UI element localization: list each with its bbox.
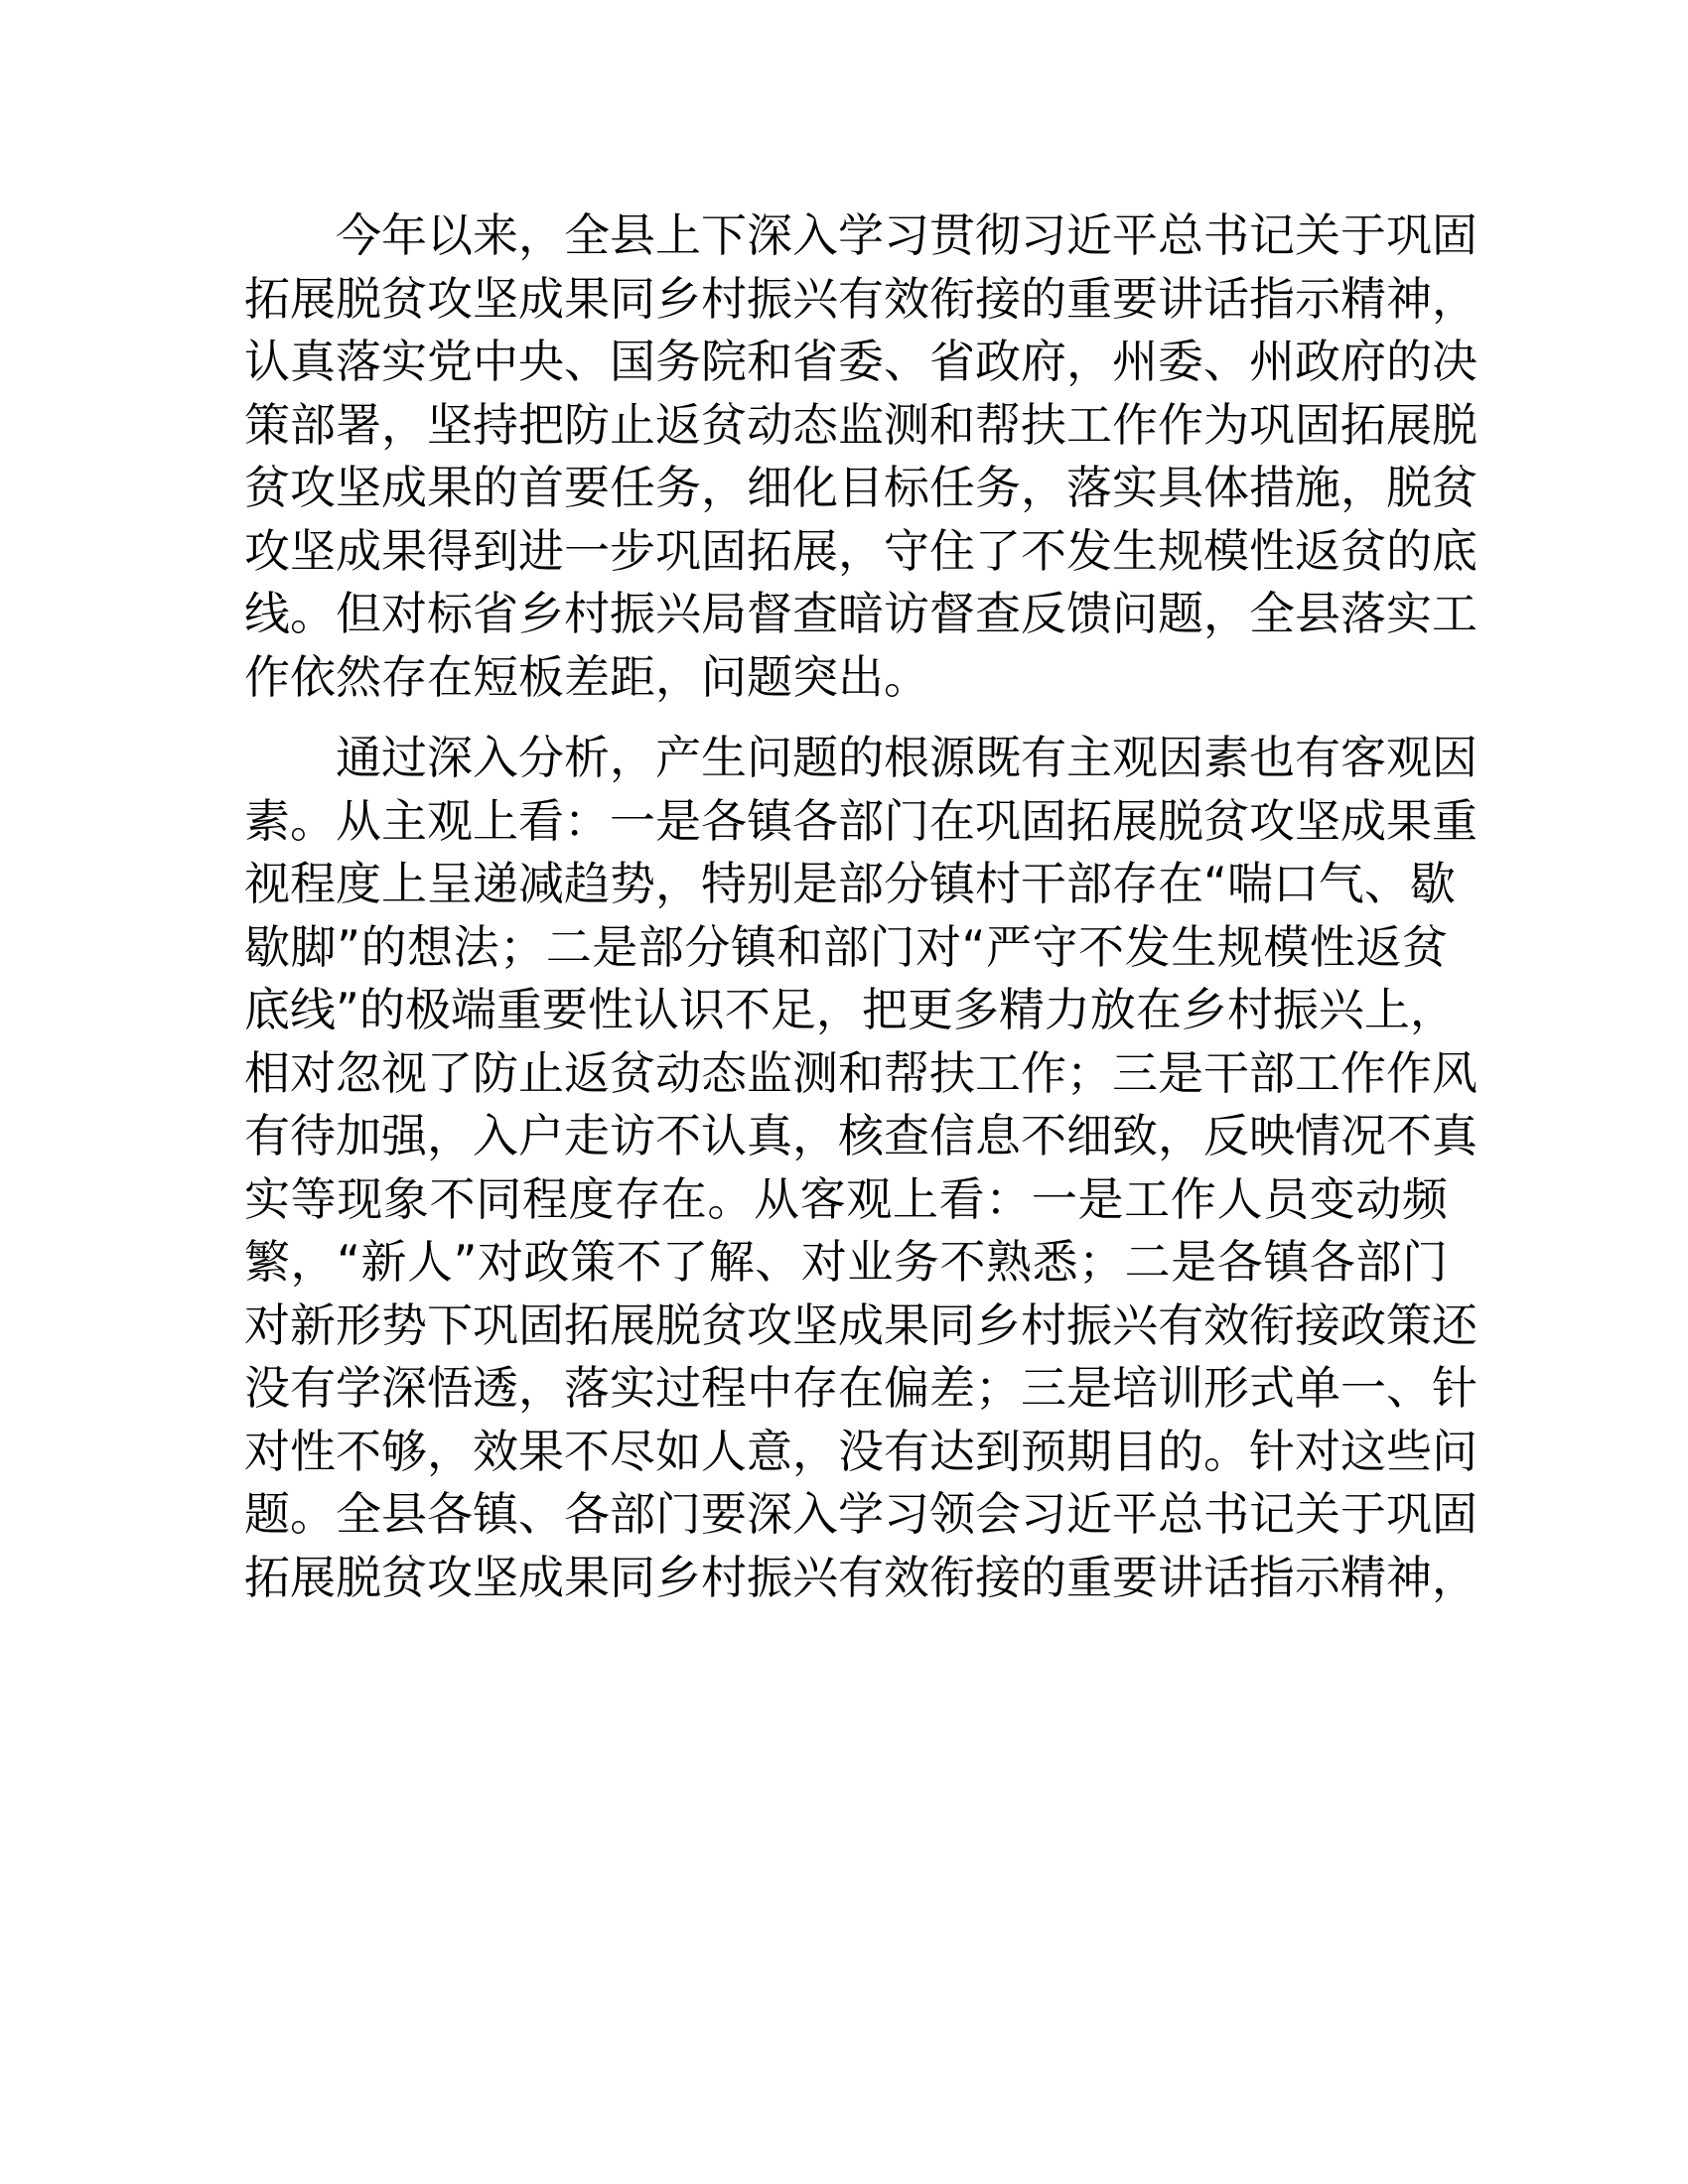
- text-line: 相对忽视了防止返贫动态监测和帮扶工作；三是干部工作作风: [244, 1045, 1477, 1100]
- paragraph-2: [244, 727, 1477, 1609]
- text-line: 策部署，坚持把防止返贫动态监测和帮扶工作作为巩固拓展脱: [244, 397, 1477, 452]
- text-line: 拓展脱贫攻坚成果同乡村振兴有效衔接的重要讲话指示精神，: [244, 1550, 1477, 1604]
- text-line: 今年以来，全县上下深入学习贯彻习近平总书记关于巩固: [244, 208, 1477, 262]
- text-line: 没有学深悟透，落实过程中存在偏差；三是培训形式单一、针: [244, 1361, 1477, 1415]
- text-line: 认真落实党中央、国务院和省委、省政府，州委、州政府的决: [244, 335, 1477, 388]
- text-line: 攻坚成果得到进一步巩固拓展，守住了不发生规模性返贫的底: [244, 523, 1477, 578]
- text-line: 题。全县各镇、各部门要深入学习领会习近平总书记关于巩固: [244, 1487, 1477, 1541]
- text-line: 实等现象不同程度存在。从客观上看：一是工作人员变动频: [244, 1171, 1448, 1226]
- text-line: 作依然存在短板差距，问题突出。: [244, 649, 929, 704]
- paragraph-1: [244, 205, 1477, 709]
- text-line: 拓展脱贫攻坚成果同乡村振兴有效衔接的重要讲话指示精神，: [244, 271, 1477, 326]
- text-line: 贫攻坚成果的首要任务，细化目标任务，落实具体措施，脱贫: [244, 461, 1477, 514]
- body-text: [244, 205, 1477, 1609]
- text-line: 歇脚”的想法；二是部分镇和部门对“严守不发生规模性返贫: [244, 919, 1448, 974]
- text-line: 对性不够，效果不尽如人意，没有达到预期目的。针对这些问: [244, 1424, 1477, 1478]
- text-line: 底线”的极端重要性认识不足，把更多精力放在乡村振兴上，: [244, 983, 1456, 1036]
- text-line: 繁，“新人”对政策不了解、对业务不熟悉；二是各镇各部门: [244, 1235, 1448, 1289]
- text-line: 素。从主观上看：一是各镇各部门在巩固拓展脱贫攻坚成果重: [244, 793, 1477, 848]
- text-line: 有待加强，入户走访不认真，核查信息不细致，反映情况不真: [244, 1109, 1477, 1162]
- text-line: 对新形势下巩固拓展脱贫攻坚成果同乡村振兴有效衔接政策还: [244, 1297, 1477, 1352]
- text-line: 通过深入分析，产生问题的根源既有主观因素也有客观因: [244, 731, 1477, 784]
- text-line: 视程度上呈递减趋势，特别是部分镇村干部存在“喘口气、歇: [244, 857, 1456, 910]
- text-line: 线。但对标省乡村振兴局督查暗访督查反馈问题，全县落实工: [244, 587, 1477, 640]
